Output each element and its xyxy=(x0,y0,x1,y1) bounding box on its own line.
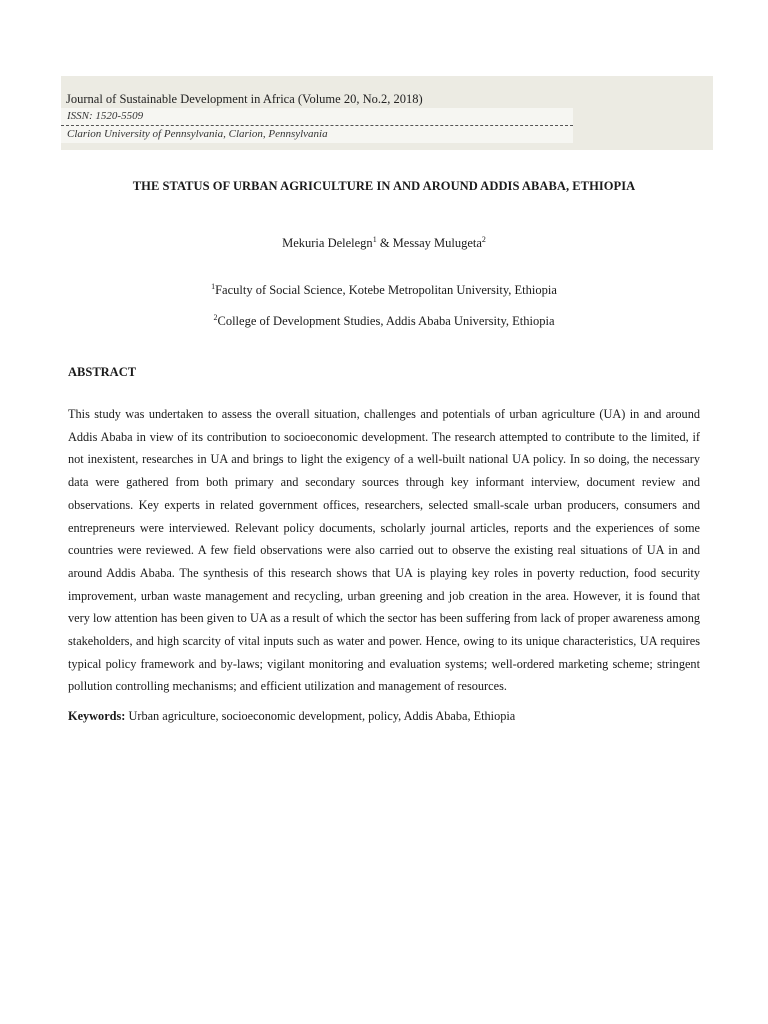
author-2-affil-mark: 2 xyxy=(481,234,486,244)
keywords xyxy=(68,709,700,724)
institution: Clarion University of Pennsylvania, Clarion, Pennsylvania xyxy=(67,128,328,140)
institution-row xyxy=(61,126,573,143)
issn: ISSN: 1520-5509 xyxy=(67,110,144,122)
issn-row xyxy=(61,108,573,126)
journal-citation: Journal of Sustainable Development in Africa (Volume 20, No.2, 2018) xyxy=(66,92,423,106)
abstract-body: This study was undertaken to assess the overall situation, challenges and potentials of urban agriculture (UA) in and around Addis Ababa in view of its contribution to socioeconomic development. The research attempted to contribute to the limited, if not inexistent, researches in UA and brings to light the exigency of a well-built national UA policy. In so doing, the necessary data were gathered from both primary and secondary sources through key informant interview, document review and observations. Key experts in related government offices, researchers, selected small-scale urban producers, consumers and entrepreneurs were interviewed. Relevant policy documents, scholarly journal articles, reports and the experiences of some countries were reviewed. A few field observations were also carried out to observe the existing real situations of UA in and around Addis Ababa. The synthesis of this research shows that UA is playing key roles in poverty reduction, food security improvement, urban waste management and recycling, urban greening and job creation in the area. However, it is found that very low attention has been given to UA as a result of which the sector has been suffering from lack of proper awareness among stakeholders, and high scarcity of vital inputs such as water and power. Hence, owing to its unique characteristics, UA requires typical policy framework and by-laws; vigilant monitoring and evaluation systems; well-ordered marketing scheme; stringent pollution controlling mechanisms; and efficient utilization and management of resources. xyxy=(68,407,700,694)
affiliation-2-mark: 2 xyxy=(213,312,218,322)
keywords-text: Urban agriculture, socioeconomic development, policy, Addis Ababa, Ethiopia xyxy=(125,709,516,723)
affiliation-1 xyxy=(0,283,768,298)
keywords-label: Keywords: xyxy=(68,709,126,723)
affiliation-2-text: College of Development Studies, Addis Ababa University, Ethiopia xyxy=(217,314,555,328)
author-1: Mekuria Delelegn xyxy=(282,236,373,250)
affiliation-2 xyxy=(0,314,768,329)
abstract-heading: ABSTRACT xyxy=(68,365,137,379)
authors xyxy=(0,236,768,251)
affiliation-1-text: Faculty of Social Science, Kotebe Metropolitan University, Ethiopia xyxy=(215,283,557,297)
journal-header xyxy=(61,76,713,150)
affiliation-1-mark: 1 xyxy=(211,281,216,291)
author-1-affil-mark: 1 xyxy=(372,234,377,244)
author-2: Messay Mulugeta xyxy=(392,236,482,250)
paper-title: THE STATUS OF URBAN AGRICULTURE IN AND AROUND ADDIS ABABA, ETHIOPIA xyxy=(132,179,636,193)
author-separator: & xyxy=(376,236,393,250)
